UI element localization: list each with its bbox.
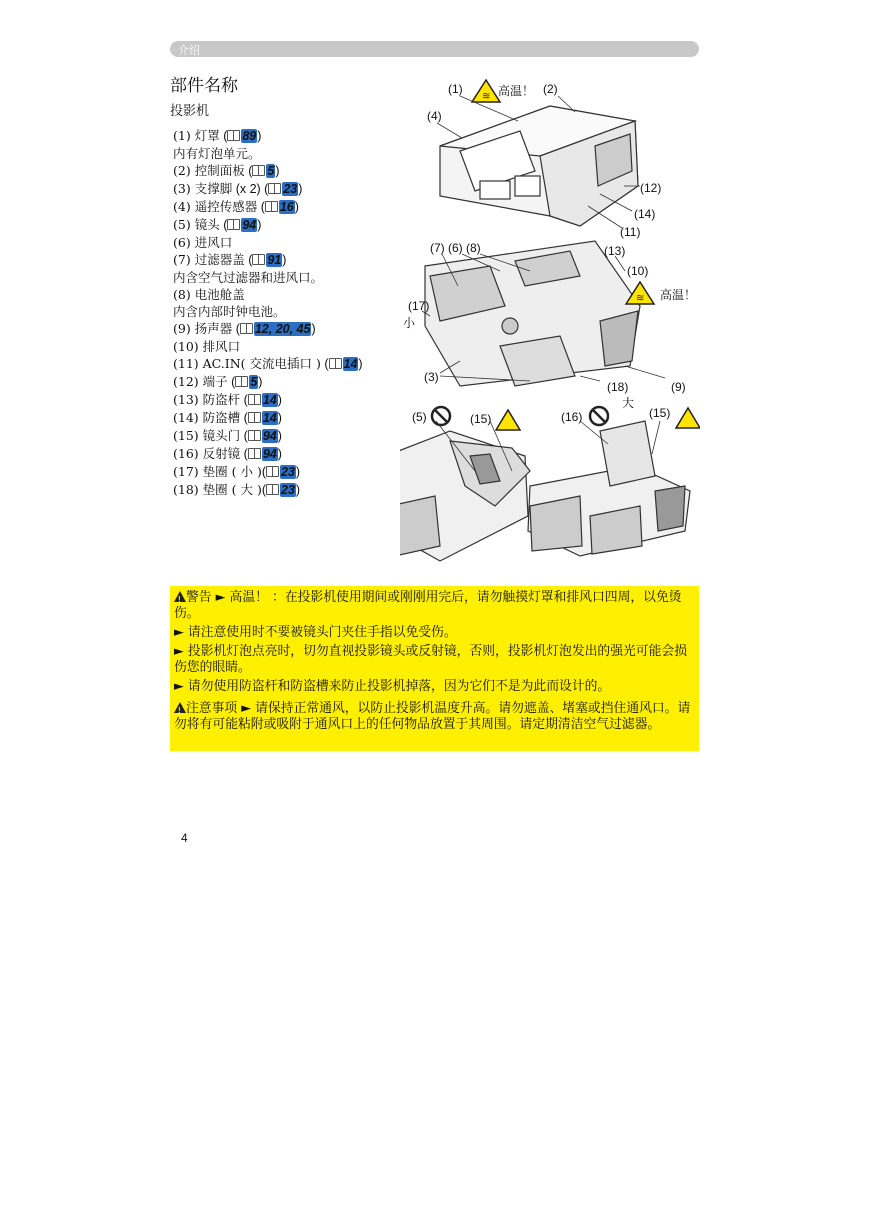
callout-15a: (15)	[470, 412, 492, 426]
book-icon	[248, 448, 261, 459]
page-reference-link[interactable]: 91	[267, 253, 282, 267]
callout-18: (18)	[607, 380, 629, 394]
part-name: 电池舱盖	[194, 287, 245, 302]
part-item	[173, 251, 413, 269]
callout-7: (7)	[430, 241, 445, 255]
part-note: 内含内部时钟电池。	[173, 304, 286, 319]
callout-9: (9)	[671, 380, 686, 394]
part-number: (5)	[173, 217, 191, 232]
ref-prefix: (	[232, 322, 240, 336]
part-number: (18)	[173, 482, 199, 497]
book-icon	[227, 130, 240, 141]
part-item	[173, 355, 413, 373]
page-reference-link[interactable]: 14	[262, 393, 277, 407]
book-icon	[248, 430, 261, 441]
warning-box	[170, 586, 699, 751]
ref-suffix: )	[277, 393, 282, 407]
parts-list	[173, 127, 416, 499]
part-item	[173, 445, 413, 463]
ref-prefix: (	[219, 129, 228, 143]
caution-title: 注意事项	[186, 701, 238, 716]
ref-suffix: )	[257, 218, 262, 232]
small-washer-label: 小	[403, 316, 416, 330]
part-name: 垫圈 ( 小 )	[202, 464, 262, 479]
ref-prefix: (	[240, 447, 248, 461]
ref-prefix: (	[240, 411, 248, 425]
page-reference-link[interactable]: 12, 20, 45	[254, 322, 311, 336]
warning-hot-text: 在投影机使用期间或刚刚用完后，请勿触摸灯罩和排风口四周，以免烫伤。	[174, 590, 682, 621]
part-name: 过滤器盖	[194, 252, 245, 267]
part-item	[173, 216, 413, 234]
callout-5: (5)	[412, 410, 427, 424]
part-name: 防盗杆	[202, 392, 241, 407]
ref-prefix: (	[240, 393, 248, 407]
part-item	[173, 373, 413, 391]
ref-suffix: )	[258, 375, 263, 389]
book-icon	[329, 358, 342, 369]
no-touch-icon-1	[432, 407, 450, 425]
part-item	[173, 180, 413, 198]
part-number: (17)	[173, 464, 199, 479]
book-icon	[252, 165, 265, 176]
page-reference-link[interactable]: 89	[242, 129, 257, 143]
part-number: (1)	[173, 128, 191, 143]
warning-lens-door: ► 请注意使用时不要被镜头门夹住手指以免受伤。	[174, 625, 457, 640]
part-name: 控制面板	[194, 163, 245, 178]
page-reference-link[interactable]: 16	[279, 200, 294, 214]
part-number: (4)	[173, 199, 191, 214]
warning-hot-prefix: ► 高温！ ：	[215, 590, 285, 605]
part-number: (12)	[173, 374, 199, 389]
part-number: (3)	[173, 181, 191, 196]
part-name: 扬声器	[194, 321, 233, 336]
book-icon	[248, 412, 261, 423]
callout-12: (12)	[640, 181, 662, 195]
part-number: (2)	[173, 163, 191, 178]
callout-1: (1)	[448, 82, 463, 96]
ref-prefix: (	[244, 164, 253, 178]
page-title: 部件名称	[170, 76, 238, 96]
hot-warning-icon-1	[472, 80, 500, 102]
hot-warning-icon-3	[496, 410, 520, 430]
part-name: 支撑脚	[194, 181, 233, 196]
part-name: 垫圈 ( 大 )	[202, 482, 262, 497]
part-number: (8)	[173, 287, 191, 302]
ref-suffix: )	[295, 465, 301, 479]
ref-suffix: )	[282, 253, 287, 267]
part-name: 镜头门	[202, 428, 241, 443]
part-item	[173, 320, 413, 338]
part-item	[173, 427, 413, 445]
ref-suffix: )	[277, 447, 282, 461]
page-reference-link[interactable]: 23	[283, 182, 298, 196]
page-number: 4	[181, 831, 188, 845]
projector-illustration	[400, 76, 700, 566]
page-reference-link[interactable]: 94	[262, 447, 277, 461]
part-name: 进风口	[194, 235, 233, 250]
callout-16: (16)	[561, 410, 583, 424]
page-reference-link[interactable]: 14	[343, 357, 358, 371]
ref-prefix: (	[240, 429, 248, 443]
book-icon	[235, 376, 248, 387]
book-icon	[248, 394, 261, 405]
part-item	[173, 481, 413, 499]
book-icon	[265, 201, 278, 212]
callout-2: (2)	[543, 82, 558, 96]
ref-prefix: (	[219, 218, 228, 232]
callout-4: (4)	[427, 109, 442, 123]
part-number: (10)	[173, 339, 199, 354]
ref-prefix: (	[261, 465, 267, 479]
caution-text: ► 请保持正常通风，以防止投影机温度升高。请勿遮盖、堵塞或挡住通风口。请勿将有可能粘附或吸附于通风口上的任何物品放置于其周围。请定期清洁空气过滤器。	[174, 701, 691, 732]
book-icon	[227, 219, 240, 230]
part-number: (7)	[173, 252, 191, 267]
ref-suffix: )	[298, 182, 303, 196]
part-name: 端子	[202, 374, 228, 389]
section-header-label: 介绍	[178, 44, 200, 57]
part-number: (15)	[173, 428, 199, 443]
section-subtitle: 投影机	[170, 104, 210, 119]
part-number: (9)	[173, 321, 191, 336]
page-reference-link[interactable]: 5	[250, 375, 258, 389]
ref-suffix: )	[295, 483, 301, 497]
ref-suffix: )	[277, 429, 282, 443]
part-name: 遥控传感器	[194, 199, 258, 214]
book-icon	[240, 323, 253, 334]
part-item	[173, 162, 413, 180]
caution-paragraph	[170, 701, 699, 733]
part-item	[173, 198, 413, 216]
ref-prefix: (	[261, 483, 267, 497]
ref-prefix: (	[320, 357, 329, 371]
part-item	[173, 286, 413, 303]
part-name: 防盗槽	[202, 410, 241, 425]
caution-triangle-icon	[174, 702, 186, 713]
part-number: (11)	[173, 356, 199, 371]
page-reference-link[interactable]: 14	[262, 411, 277, 425]
svg-text:≋: ≋	[636, 293, 645, 304]
book-icon	[252, 254, 265, 265]
ref-suffix: )	[294, 200, 299, 214]
warning-hot-paragraph	[170, 590, 699, 622]
projector-figure	[400, 76, 700, 566]
book-icon	[266, 466, 279, 477]
hot-label-2: 高温！	[660, 288, 697, 302]
ref-prefix: (	[244, 253, 253, 267]
part-name: AC.IN( 交流电插口 )	[202, 356, 321, 371]
part-note: 内含空气过滤器和进风口。	[173, 270, 324, 285]
callout-8: (8)	[466, 241, 481, 255]
no-touch-icon-2	[590, 407, 608, 425]
callout-13: (13)	[604, 244, 626, 258]
part-name: 镜头	[194, 217, 220, 232]
hot-label-1: 高温！	[498, 84, 535, 98]
ref-prefix: (	[257, 200, 265, 214]
ref-suffix: )	[275, 164, 280, 178]
ref-prefix: (x 2) (	[232, 182, 269, 196]
part-name: 反射镜	[202, 446, 241, 461]
part-item	[173, 463, 413, 481]
callout-6: (6)	[448, 241, 463, 255]
warning-lamp-light: ► 投影机灯泡点亮时，切勿直视投影镜头或反射镜，否则，投影机灯泡发出的强光可能会损伤您的眼睛。	[174, 644, 687, 675]
part-number: (14)	[173, 410, 199, 425]
page-reference-link[interactable]: 94	[262, 429, 277, 443]
callout-17: (17)	[408, 299, 430, 313]
page-reference-link[interactable]: 23	[281, 465, 295, 479]
page-reference-link[interactable]: 94	[242, 218, 257, 232]
page-reference-link[interactable]: 5	[267, 164, 275, 178]
section-header-bar	[170, 41, 699, 57]
warning-security-bar: ► 请勿使用防盗杆和防盗槽来防止投影机掉落，因为它们不是为此而设计的。	[174, 679, 611, 694]
callout-14: (14)	[634, 207, 656, 221]
part-item	[173, 391, 413, 409]
ref-suffix: )	[277, 411, 282, 425]
part-item	[173, 127, 413, 145]
part-number: (6)	[173, 235, 191, 250]
part-number: (16)	[173, 446, 199, 461]
part-number: (13)	[173, 392, 199, 407]
part-item	[173, 234, 413, 251]
part-name: 灯罩	[194, 128, 220, 143]
part-name: 排风口	[202, 339, 241, 354]
part-note: 内有灯泡单元。	[173, 146, 261, 161]
part-item	[173, 409, 413, 427]
ref-suffix: )	[257, 129, 262, 143]
ref-suffix: )	[358, 357, 363, 371]
page-reference-link[interactable]: 23	[281, 483, 295, 497]
part-item	[173, 338, 413, 355]
warning-title: 警告	[186, 590, 212, 605]
hot-warning-icon-4	[676, 408, 700, 428]
book-icon	[266, 484, 279, 495]
large-washer-label: 大	[622, 396, 635, 410]
callout-3: (3)	[424, 370, 439, 384]
book-icon	[268, 183, 281, 194]
ref-prefix: (	[227, 375, 236, 389]
callout-15b: (15)	[649, 406, 671, 420]
callout-11: (11)	[620, 225, 641, 239]
ref-suffix: )	[311, 322, 316, 336]
callout-10: (10)	[627, 264, 649, 278]
warning-triangle-icon	[174, 591, 186, 602]
svg-text:≋: ≋	[482, 91, 491, 102]
